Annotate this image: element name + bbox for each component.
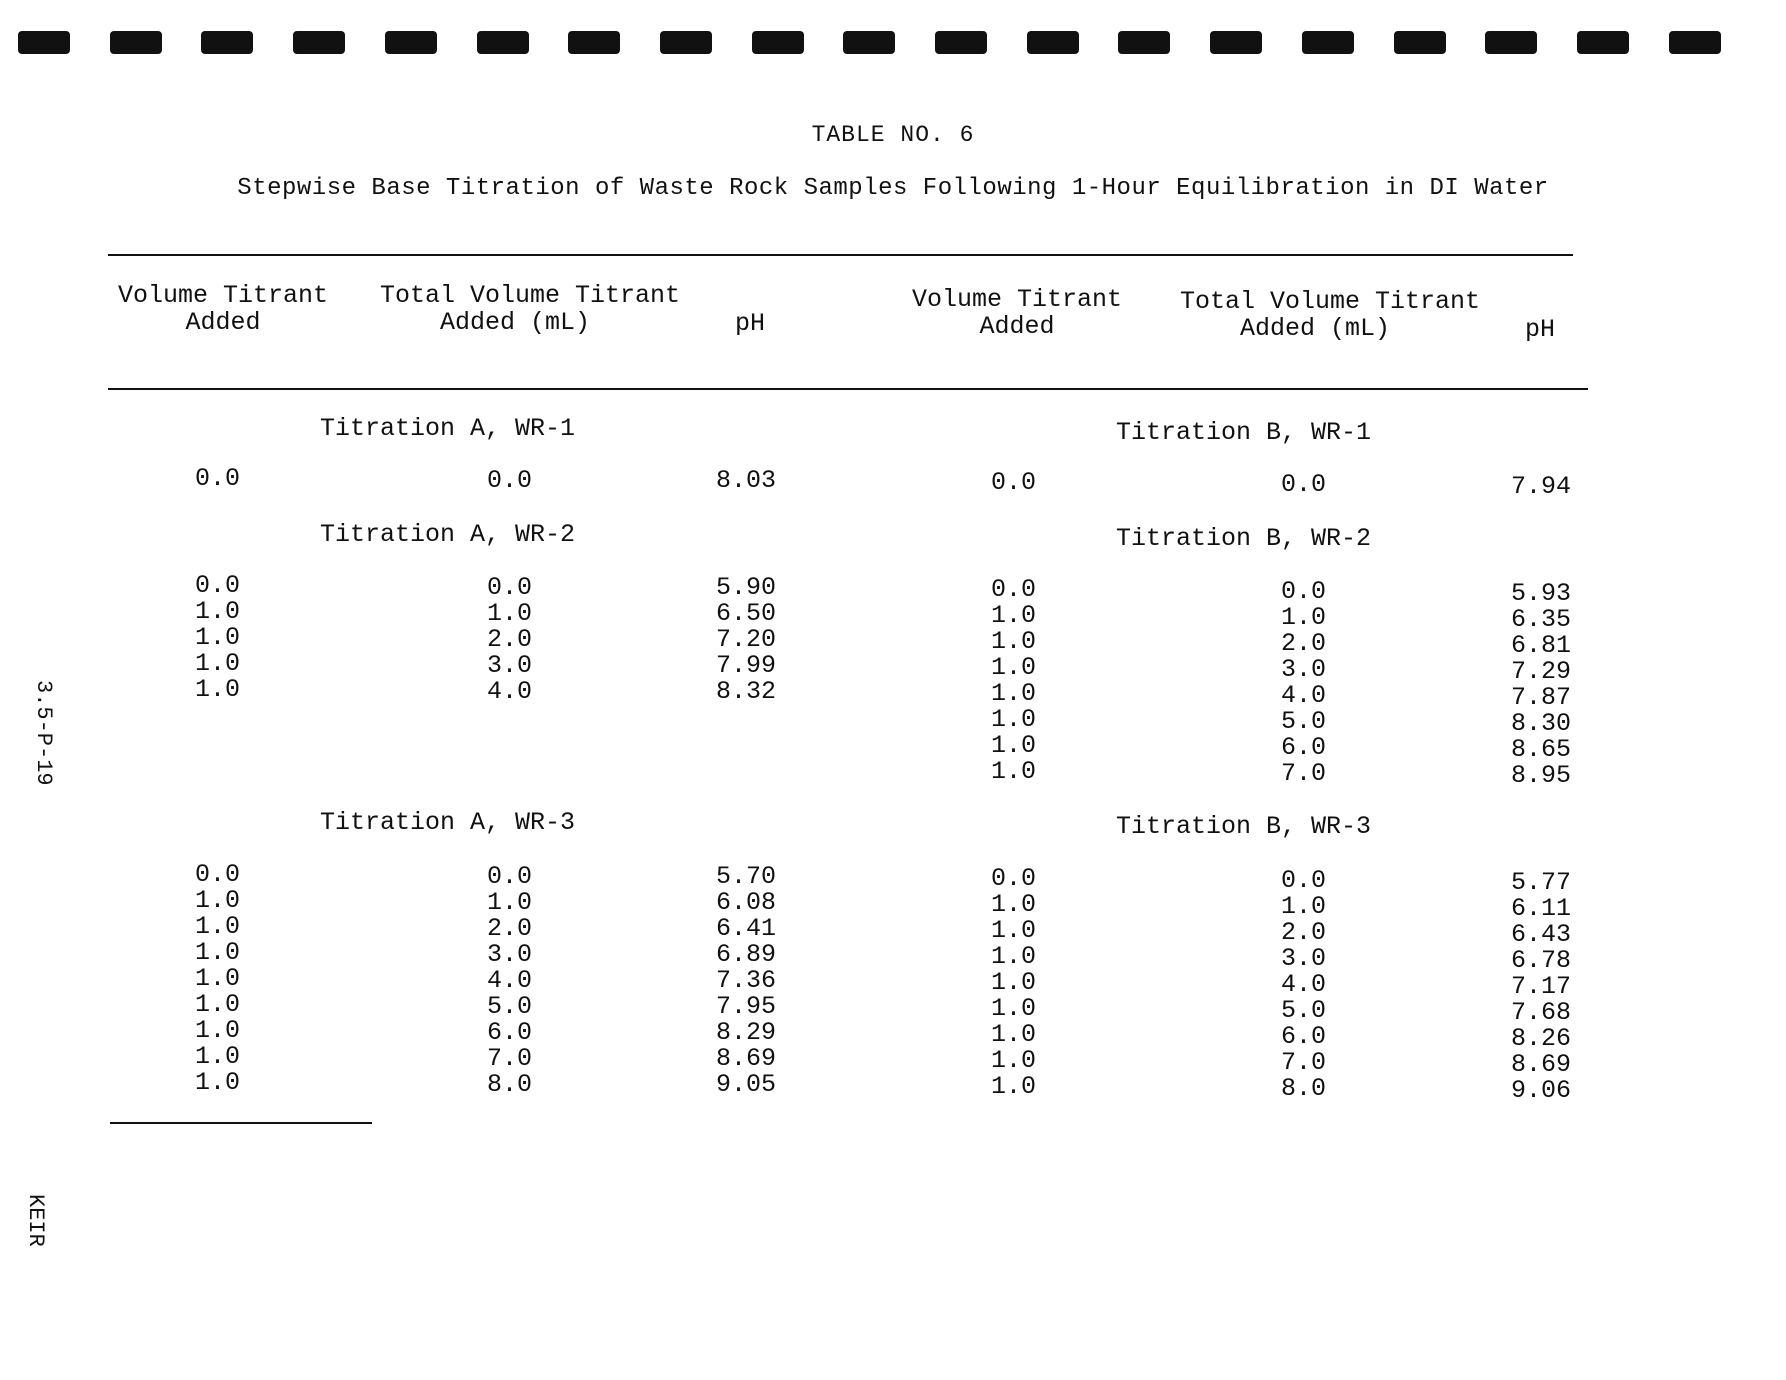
a-wr3-ph-column: 5.70 6.08 6.41 6.89 7.36 7.95 8.29 8.69 9.05	[715, 862, 776, 1099]
header-volume-titrant-right: Volume Titrant Added	[911, 285, 1123, 341]
table-subtitle: Stepwise Base Titration of Waste Rock Samples Following 1-Hour Equilibration in DI Water	[237, 175, 1549, 202]
keir-side-label: KEIR	[23, 1194, 48, 1247]
top-rule	[108, 254, 1573, 256]
header-rule	[108, 388, 1588, 390]
binder-hole	[1210, 31, 1262, 54]
binder-hole	[568, 31, 620, 54]
binder-hole	[293, 31, 345, 54]
section-title-b-wr2: Titration B, WR-2	[1116, 524, 1372, 553]
header-ph-right: pH	[1524, 315, 1555, 344]
header-volume-titrant-left: Volume Titrant Added	[117, 281, 329, 337]
binder-hole	[385, 31, 437, 54]
binder-hole	[935, 31, 987, 54]
binder-hole	[843, 31, 895, 54]
binder-hole	[752, 31, 804, 54]
section-title-b-wr3: Titration B, WR-3	[1116, 812, 1372, 841]
section-title-b-wr1: Titration B, WR-1	[1116, 418, 1372, 447]
binder-hole	[1302, 31, 1354, 54]
a-wr2-total-column: 0.0 1.0 2.0 3.0 4.0	[486, 573, 532, 706]
header-ph-left: pH	[734, 309, 765, 338]
binder-hole	[477, 31, 529, 54]
a-wr1-volume-column: 0.0	[194, 464, 240, 493]
table-title: TABLE NO. 6	[811, 122, 975, 148]
binder-hole	[1485, 31, 1537, 54]
a-wr3-volume-column: 0.0 1.0 1.0 1.0 1.0 1.0 1.0 1.0 1.0	[194, 860, 240, 1097]
binder-hole	[110, 31, 162, 54]
header-total-volume-left: Total Volume Titrant Added (mL)	[380, 281, 681, 337]
a-wr1-total-column: 0.0	[486, 466, 532, 495]
binder-hole	[1394, 31, 1446, 54]
binder-hole	[1669, 31, 1721, 54]
binder-hole	[18, 31, 70, 54]
header-total-volume-right: Total Volume Titrant Added (mL)	[1180, 287, 1481, 343]
b-wr1-total-column: 0.0	[1280, 470, 1326, 499]
binder-hole	[1577, 31, 1629, 54]
b-wr2-total-column: 0.0 1.0 2.0 3.0 4.0 5.0 6.0 7.0	[1280, 577, 1326, 788]
binder-hole	[1027, 31, 1079, 54]
section-title-a-wr3: Titration A, WR-3	[320, 808, 576, 837]
b-wr3-ph-column: 5.77 6.11 6.43 6.78 7.17 7.68 8.26 8.69 9.06	[1510, 868, 1571, 1105]
a-wr1-ph-column: 8.03	[715, 466, 776, 495]
binder-hole	[201, 31, 253, 54]
b-wr1-volume-column: 0.0	[990, 468, 1036, 497]
binder-hole	[1118, 31, 1170, 54]
b-wr3-volume-column: 0.0 1.0 1.0 1.0 1.0 1.0 1.0 1.0 1.0	[990, 864, 1036, 1101]
binder-hole	[660, 31, 712, 54]
a-wr2-volume-column: 0.0 1.0 1.0 1.0 1.0	[194, 571, 240, 704]
section-title-a-wr1: Titration A, WR-1	[320, 414, 576, 443]
a-wr3-total-column: 0.0 1.0 2.0 3.0 4.0 5.0 6.0 7.0 8.0	[486, 862, 532, 1099]
b-wr1-ph-column: 7.94	[1510, 472, 1571, 501]
b-wr2-volume-column: 0.0 1.0 1.0 1.0 1.0 1.0 1.0 1.0	[990, 575, 1036, 786]
b-wr2-ph-column: 5.93 6.35 6.81 7.29 7.87 8.30 8.65 8.95	[1510, 579, 1571, 790]
b-wr3-total-column: 0.0 1.0 2.0 3.0 4.0 5.0 6.0 7.0 8.0	[1280, 866, 1326, 1103]
page-code-side-label: 3.5-P-19	[31, 680, 56, 786]
section-title-a-wr2: Titration A, WR-2	[320, 520, 576, 549]
footnote-rule	[110, 1122, 372, 1124]
a-wr2-ph-column: 5.90 6.50 7.20 7.99 8.32	[715, 573, 776, 706]
